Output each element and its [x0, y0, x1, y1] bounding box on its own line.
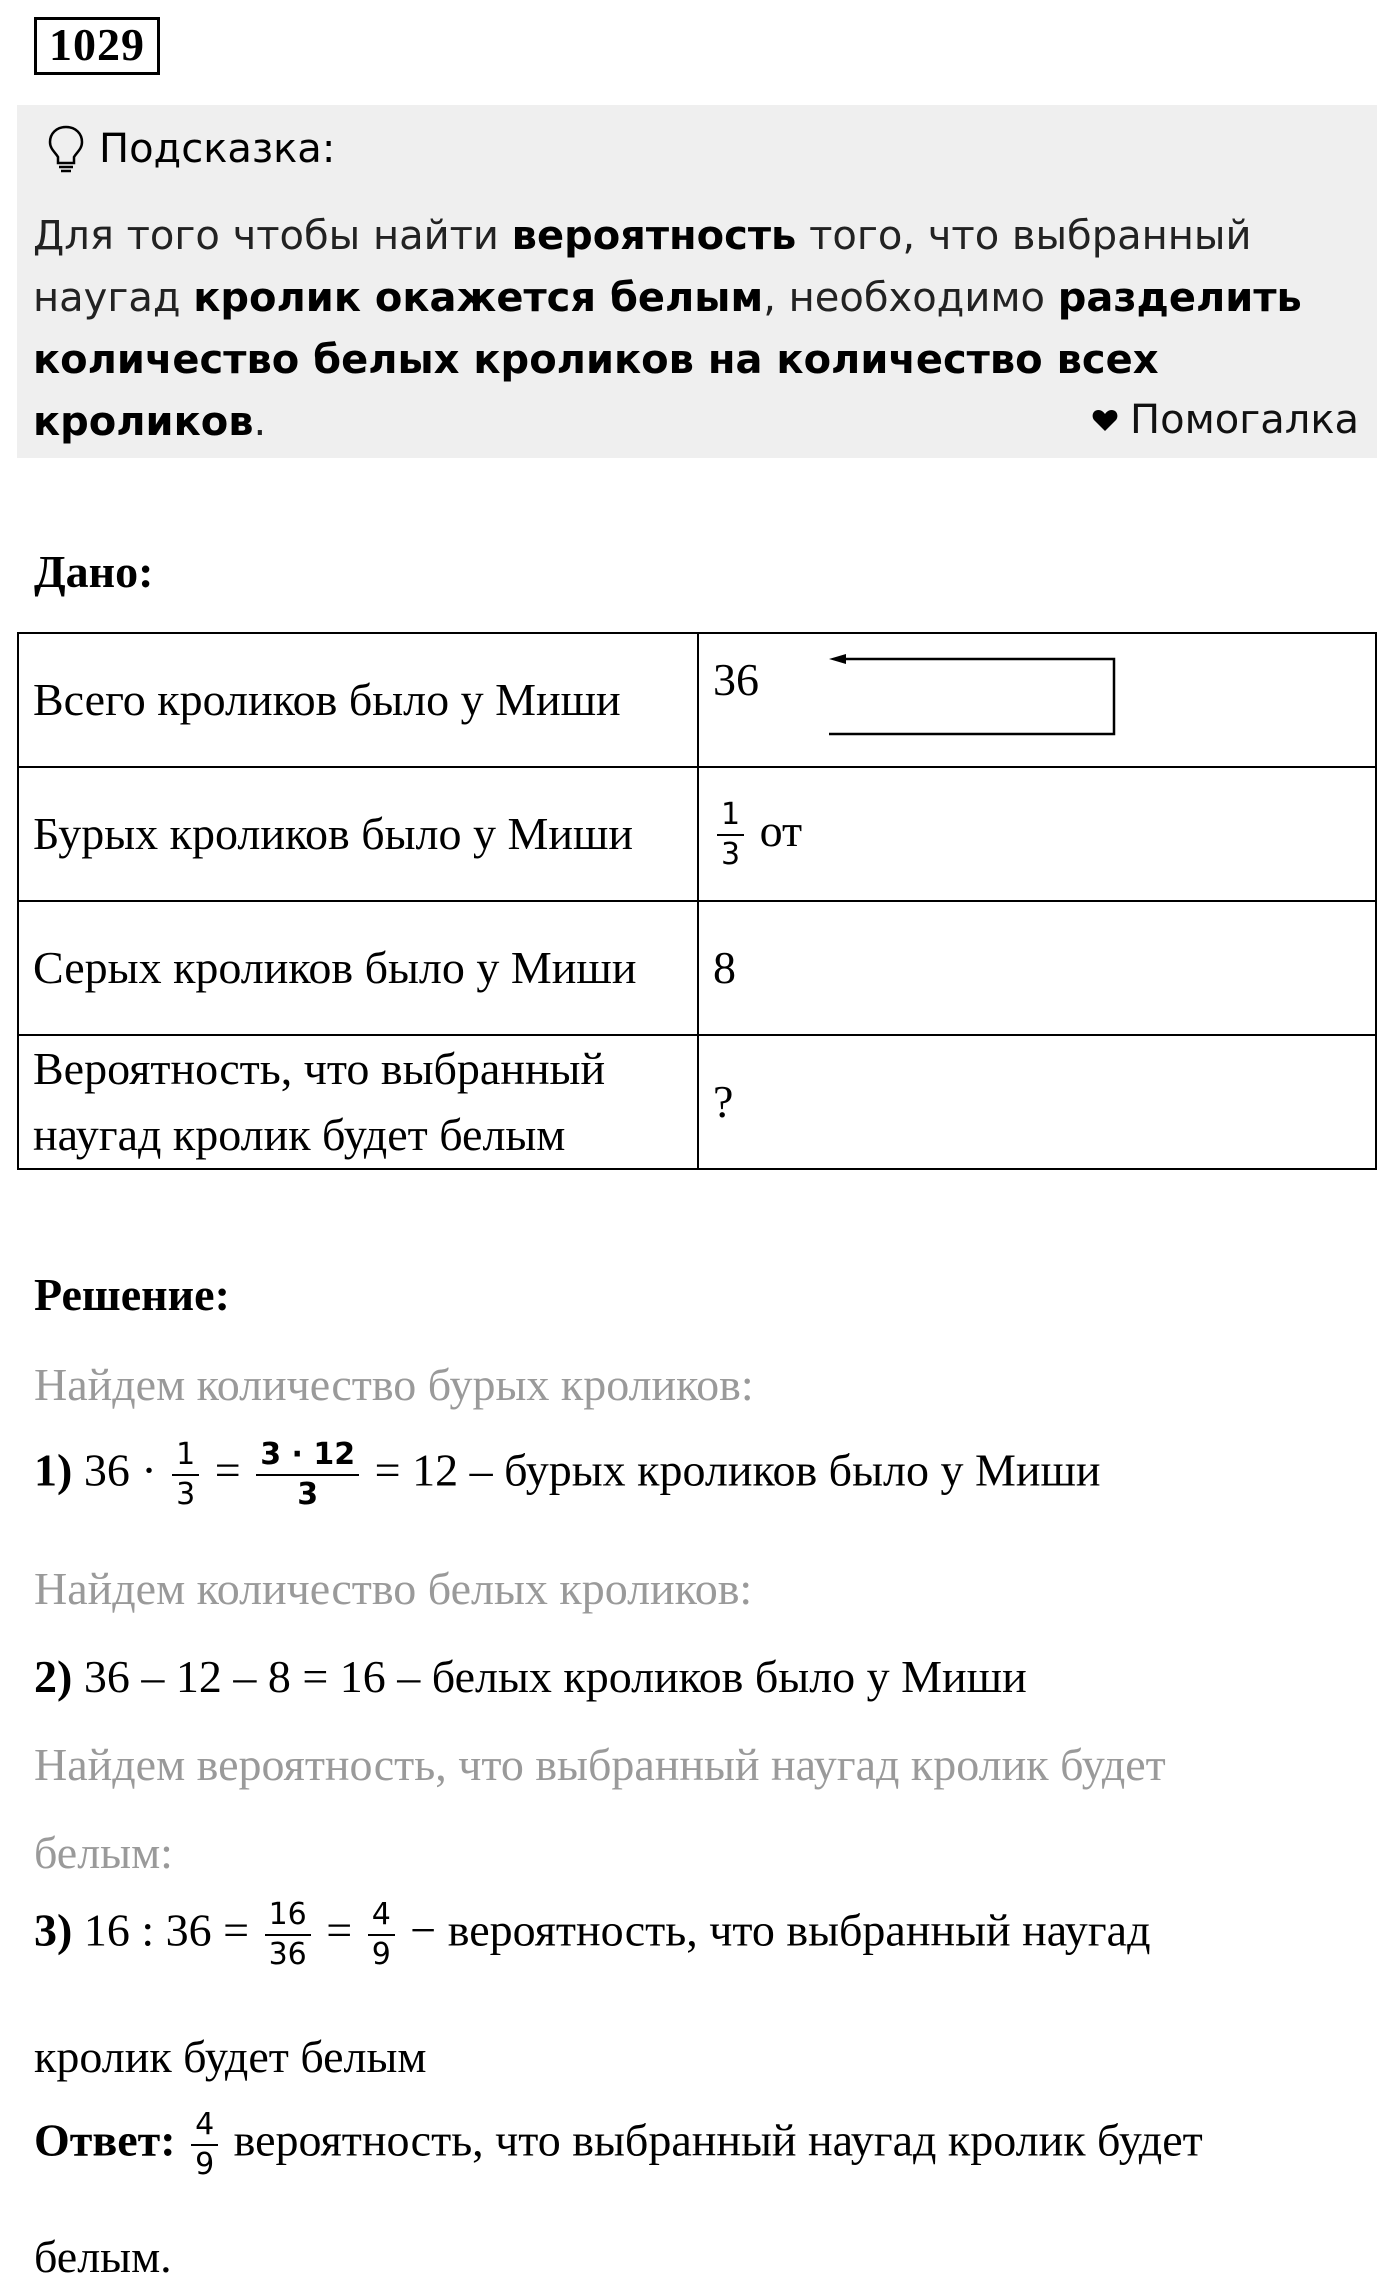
solution-note: белым: [34, 1827, 173, 1878]
fraction: $\frac{1}{3}$ [172, 1440, 199, 1510]
hint-box [17, 105, 1377, 458]
solution-step-3: 3) 16 : 36 = $\frac{16}{36}$ = $\frac{4}{9}$ − вероятность, что выбранный наугад [34, 1897, 1151, 1972]
hint-title [47, 119, 335, 179]
given-value: $\frac{1}{3}$ от [698, 767, 1376, 901]
given-value: 8 [698, 901, 1376, 1035]
given-table [17, 632, 1377, 1170]
fraction: $\frac{16}{36}$ [265, 1900, 311, 1970]
fraction: $\frac{3 \cdot 12}{3}$ [256, 1440, 359, 1510]
solution-note: Найдем количество бурых кроликов: [34, 1359, 754, 1410]
given-value: ? [698, 1035, 1376, 1169]
brand-text: Помогалка [1130, 397, 1359, 443]
given-heading: Дано: [34, 546, 154, 597]
solution-step-3-cont: кролик будет белым [34, 2031, 427, 2082]
fraction: $\frac{1}{3}$ [717, 800, 744, 870]
fraction: $\frac{4}{9}$ [368, 1900, 395, 1970]
answer-line: Ответ: $\frac{4}{9}$ вероятность, что выбранный наугад кролик будет [34, 2107, 1203, 2182]
solution-step-1: 1) 36 · $\frac{1}{3}$ = $\frac{3 \cdot 12}{3}$ = 12 – бурых кроликов было у Миши [34, 1437, 1101, 1512]
table-row [18, 1035, 1376, 1169]
solution-step-2: 2) 36 – 12 – 8 = 16 – белых кроликов было у Миши [34, 1651, 1027, 1702]
table-row [18, 901, 1376, 1035]
answer-line-cont: белым. [34, 2231, 172, 2282]
table-row [18, 767, 1376, 901]
arrow-connector-icon [824, 654, 1124, 744]
fraction: $\frac{4}{9}$ [191, 2110, 218, 2180]
given-label: Бурых кроликов было у Миши [18, 767, 698, 901]
table-row [18, 633, 1376, 767]
given-value: 36 [698, 633, 1376, 767]
hint-text: Для того чтобы найти вероятность того, что выбранный наугад кролик окажется белым, необходимо разделить количество белых кроликов на количество всех кроликов. [33, 213, 1302, 445]
task-number: 1029 [34, 17, 160, 75]
given-label: Вероятность, что выбранный наугад кролик будет белым [18, 1035, 698, 1169]
heart-icon [1092, 408, 1118, 432]
given-label: Всего кроликов было у Миши [18, 633, 698, 767]
hint-title-text: Подсказка: [99, 126, 336, 172]
solution-note: Найдем количество белых кроликов: [34, 1563, 753, 1614]
brand-label [1092, 397, 1359, 443]
given-label: Серых кроликов было у Миши [18, 901, 698, 1035]
solution-heading: Решение: [34, 1269, 230, 1320]
lightbulb-icon [47, 124, 85, 174]
solution-note: Найдем вероятность, что выбранный наугад кролик будет [34, 1739, 1166, 1790]
